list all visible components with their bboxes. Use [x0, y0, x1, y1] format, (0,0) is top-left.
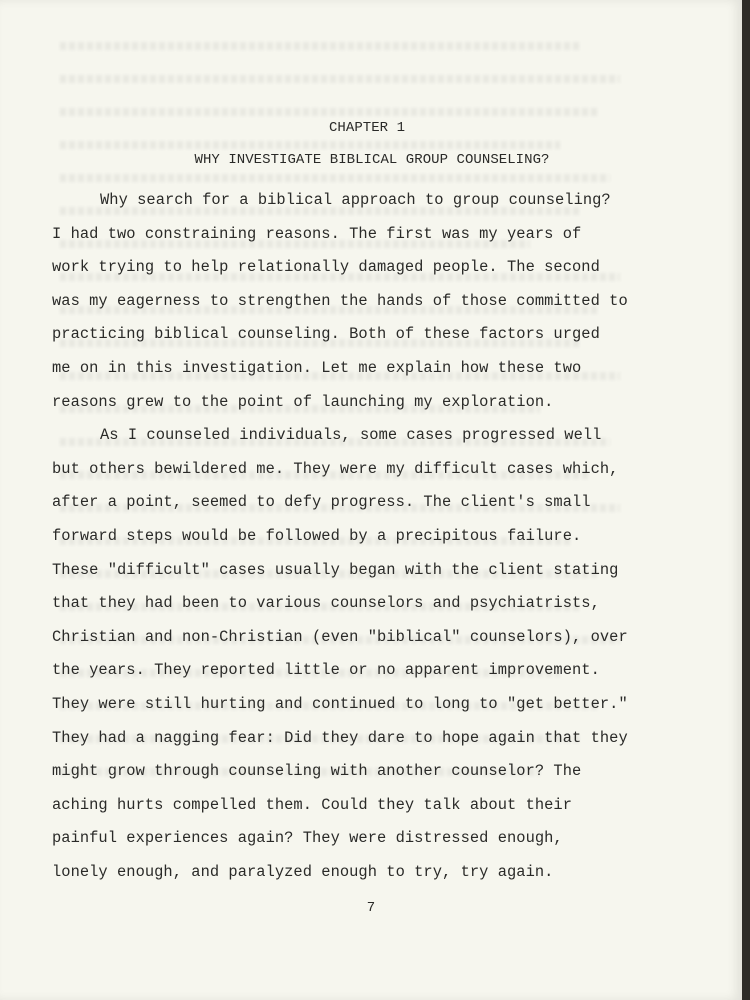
- chapter-title: WHY INVESTIGATE BIBLICAL GROUP COUNSELING?: [194, 152, 550, 168]
- page-body: [52, 118, 692, 889]
- text-line: These "difficult" cases usually began with the client stating: [52, 560, 619, 579]
- text-line: that they had been to various counselors and psychiatrists,: [52, 594, 600, 613]
- text-line: the years. They reported little or no apparent improvement.: [52, 661, 600, 680]
- text-line: Why search for a biblical approach to group counseling?: [100, 191, 611, 209]
- text-line: but others bewildered me. They were my difficult cases which,: [52, 459, 619, 478]
- chapter-label: CHAPTER 1: [328, 120, 406, 136]
- text-line: after a point, seemed to defy progress. The client's small: [52, 493, 591, 512]
- text-line: might grow through counseling with another counselor? The: [52, 762, 582, 781]
- text-line: They had a nagging fear: Did they dare to hope again that they: [52, 728, 628, 747]
- text-line: lonely enough, and paralyzed enough to try, try again.: [52, 862, 554, 881]
- text-line: practicing biblical counseling. Both of these factors urged: [52, 325, 600, 344]
- text-line: was my eagerness to strengthen the hands of those committed to: [52, 291, 628, 310]
- text-line: painful experiences again? They were distressed enough,: [52, 829, 563, 848]
- paragraph-1: [52, 184, 684, 419]
- text-line: work trying to help relationally damaged people. The second: [52, 258, 600, 277]
- paragraph-2: [52, 419, 684, 889]
- text-line: me on in this investigation. Let me explain how these two: [52, 358, 582, 377]
- text-line: forward steps would be followed by a precipitous failure.: [52, 526, 582, 545]
- page-number: 7: [366, 900, 376, 916]
- text-line: As I counseled individuals, some cases progressed well: [100, 426, 602, 445]
- text-line: reasons grew to the point of launching my exploration.: [52, 392, 554, 411]
- text-line: Christian and non-Christian (even "biblical" counselors), over: [52, 627, 628, 646]
- text-line: They were still hurting and continued to long to "get better.": [52, 694, 628, 713]
- text-line: aching hurts compelled them. Could they talk about their: [52, 795, 573, 814]
- text-line: I had two constraining reasons. The first was my years of: [52, 224, 582, 243]
- page-edge-shadow: [742, 0, 750, 1000]
